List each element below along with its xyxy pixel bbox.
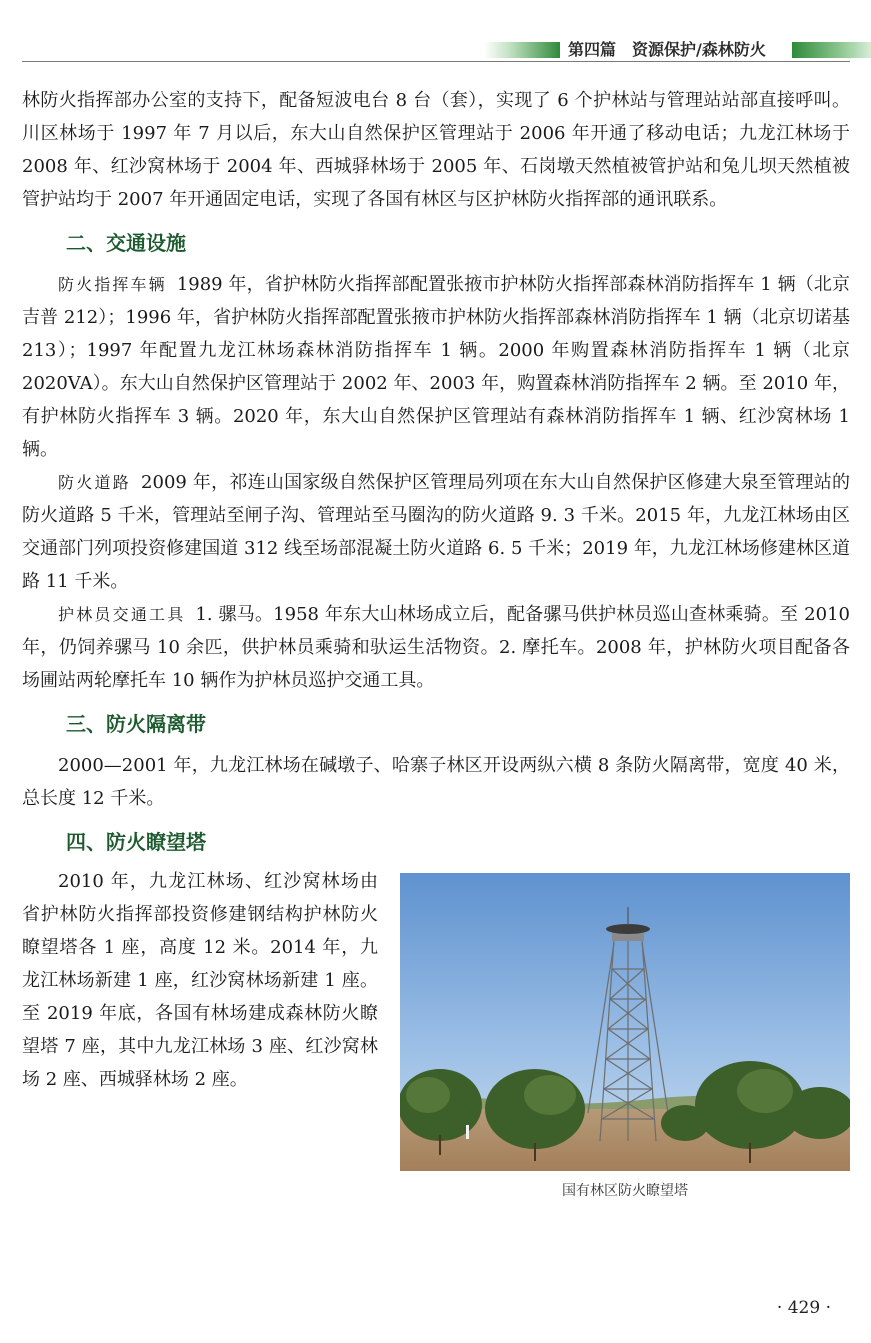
running-header bbox=[22, 40, 850, 62]
vehicles-text: 1989 年，省护林防火指挥部配置张掖市护林防火指挥部森林消防指挥车 1 辆（北京吉普 212）；1996 年，省护林防火指挥部配置张掖市护林防火指挥部森林消防指挥车 1 辆（北京切诺基 213）；1997 年配置九龙江林场森林消防指挥车 1 辆。2000 年购置森林消防指挥车 1 辆（北京 2020VA）。东大山自然保护区管理站于 2002 年、2003 年，购置森林消防指挥车 2 辆。至 2010 年，有护林防火指挥车 3 辆。2020 年，东大山自然保护区管理站有森林消防指挥车 1 辆、红沙窝林场 1 辆。 bbox=[22, 274, 850, 460]
paragraph-tower: 2010 年，九龙江林场、红沙窝林场由省护林防火指挥部投资修建钢结构护林防火瞭望塔各 1 座，高度 12 米。2014 年，九龙江林场新建 1 座，红沙窝林场新建 1 座。至 2019 年底，各国有林场建成森林防火瞭望塔 7 座，其中九龙江林场 3 座、红沙窝林场 2 座、西城驿林场 2 座。 bbox=[22, 871, 378, 1090]
paragraph-roads bbox=[22, 466, 850, 598]
watchtower-photo bbox=[400, 873, 850, 1171]
heading-firebreak: 三、防火隔离带 bbox=[66, 712, 206, 736]
roads-text: 2009 年，祁连山国家级自然保护区管理局列项在东大山自然保护区修建大泉至管理站的防火道路 5 千米，管理站至闸子沟、管理站至马圈沟的防火道路 9. 3 千米。2015 年，九龙江林场由区交通部门列项投资修建国道 312 线至场部混凝土防火道路 6. 5 千米；2019 年，九龙江林场修建林区道路 11 千米。 bbox=[22, 472, 850, 592]
photo-caption: 国有林区防火瞭望塔 bbox=[562, 1183, 688, 1199]
header-rule bbox=[22, 61, 850, 62]
run-in-label-vehicles: 防火指挥车辆 bbox=[58, 275, 167, 294]
page-number: · 429 · bbox=[776, 1298, 831, 1318]
page-body bbox=[22, 84, 850, 1285]
heading-tower: 四、防火瞭望塔 bbox=[66, 830, 206, 854]
tower-section bbox=[22, 865, 850, 1285]
header-decor-bar-right bbox=[792, 42, 871, 58]
header-section-title: 第四篇 资源保护/森林防火 bbox=[568, 40, 766, 59]
run-in-label-ranger-transport: 护林员交通工具 bbox=[58, 605, 186, 624]
paragraph-ranger-transport bbox=[22, 598, 850, 697]
heading-traffic: 二、交通设施 bbox=[66, 231, 186, 255]
paragraph-firebreak: 2000—2001 年，九龙江林场在碱墩子、哈寨子林区开设两纵六横 8 条防火隔离带，宽度 40 米，总长度 12 千米。 bbox=[22, 755, 850, 809]
run-in-label-roads: 防火道路 bbox=[58, 473, 132, 492]
header-decor-bar-left bbox=[484, 42, 560, 58]
paragraph-vehicles bbox=[22, 268, 850, 466]
intro-paragraph: 林防火指挥部办公室的支持下，配备短波电台 8 台（套），实现了 6 个护林站与管理站站部直接呼叫。川区林场于 1997 年 7 月以后，东大山自然保护区管理站于 2006 年开通了移动电话；九龙江林场于 2008 年、红沙窝林场于 2004 年、西城驿林场于 2005 年、石岗墩天然植被管护站和兔儿坝天然植被管护站均于 2007 年开通固定电话，实现了各国有林区与区护林防火指挥部的通讯联系。 bbox=[22, 90, 850, 210]
ranger-transport-text: 1. 骡马。1958 年东大山林场成立后，配备骡马供护林员巡山查林乘骑。至 2010 年，仍饲养骡马 10 余匹，供护林员乘骑和驮运生活物资。2. 摩托车。2008 年，护林防火项目配备各场圃站两轮摩托车 10 辆作为护林员巡护交通工具。 bbox=[22, 604, 850, 691]
